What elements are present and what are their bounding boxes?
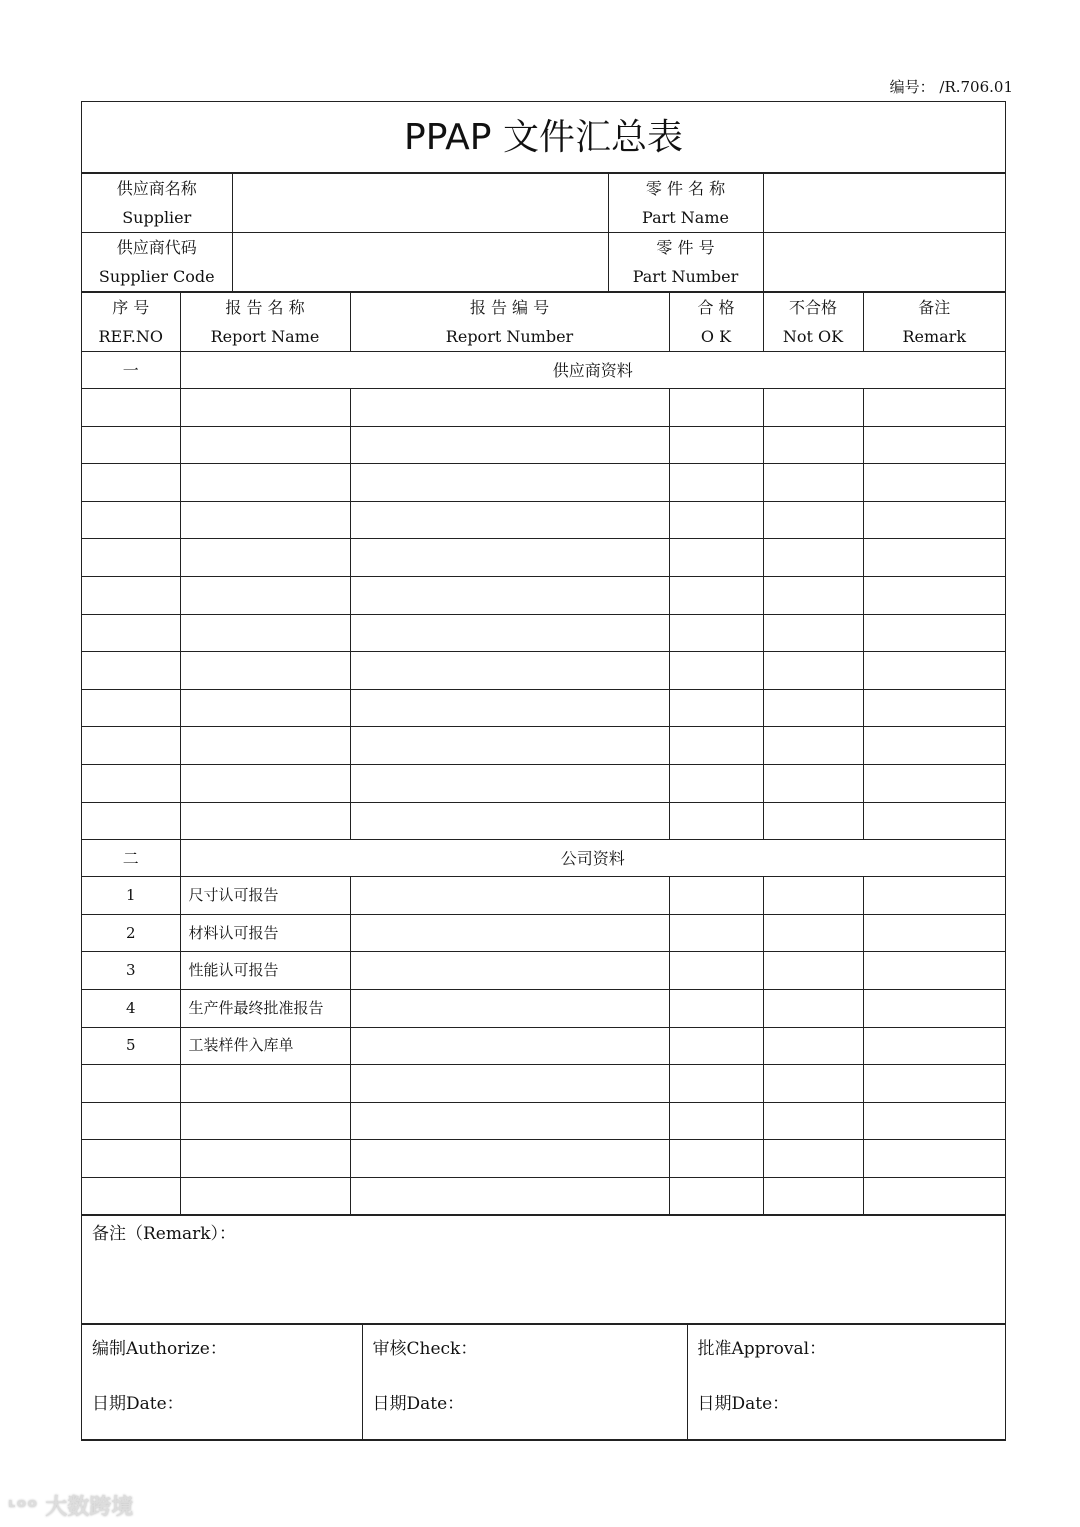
ref-no-cell[interactable]: [82, 1065, 180, 1103]
report-name-cell[interactable]: 材料认可报告: [180, 914, 350, 952]
ok-cell[interactable]: [669, 952, 763, 990]
remark-field[interactable]: [82, 1216, 1005, 1324]
ref-no-cell[interactable]: [82, 652, 180, 690]
report-number-cell[interactable]: [350, 989, 669, 1027]
report-number-cell[interactable]: [350, 764, 669, 802]
remark-cell[interactable]: [863, 501, 1005, 539]
report-number-cell[interactable]: [350, 1140, 669, 1178]
ok-cell[interactable]: [669, 539, 763, 577]
not-ok-cell[interactable]: [763, 539, 863, 577]
supplier-name-field[interactable]: [232, 174, 608, 233]
check-cell[interactable]: 审核Check： 日期Date：: [362, 1325, 687, 1440]
ref-no-cell[interactable]: [82, 1102, 180, 1140]
ok-cell[interactable]: [669, 689, 763, 727]
ref-no-cell[interactable]: 3: [82, 952, 180, 990]
ref-no-cell[interactable]: 2: [82, 914, 180, 952]
not-ok-cell[interactable]: [763, 1140, 863, 1178]
ok-cell[interactable]: [669, 652, 763, 690]
supplier-name-label: 供应商名称 Supplier: [82, 174, 232, 233]
ref-no-cell[interactable]: [82, 389, 180, 427]
header-ref-no: 序 号 REF.NO: [82, 293, 180, 352]
table-row: [82, 539, 1005, 577]
table-row: [82, 802, 1005, 840]
part-number-label: 零 件 号 Part Number: [608, 233, 763, 292]
title-band: [82, 102, 1005, 173]
ref-no-cell[interactable]: [82, 1177, 180, 1215]
part-name-label: 零 件 名 称 Part Name: [608, 174, 763, 233]
not-ok-cell[interactable]: [763, 652, 863, 690]
remark-cell[interactable]: [863, 1065, 1005, 1103]
header-ok: 合 格 O K: [669, 293, 763, 352]
not-ok-cell[interactable]: [763, 802, 863, 840]
ok-cell[interactable]: [669, 1177, 763, 1215]
ref-no-cell[interactable]: [82, 764, 180, 802]
report-name-cell[interactable]: [180, 802, 350, 840]
remark-cell[interactable]: [863, 614, 1005, 652]
report-number-cell[interactable]: [350, 1027, 669, 1065]
table-row: [82, 389, 1005, 427]
table-row: [82, 764, 1005, 802]
ref-no-cell[interactable]: [82, 464, 180, 502]
report-name-cell[interactable]: [180, 1140, 350, 1178]
table-row: [82, 1065, 1005, 1103]
ok-cell[interactable]: [669, 764, 763, 802]
report-name-cell[interactable]: [180, 727, 350, 765]
part-name-field[interactable]: [763, 174, 1005, 233]
report-number-cell[interactable]: [350, 877, 669, 915]
header-remark: 备注 Remark: [863, 293, 1005, 352]
report-name-cell[interactable]: [180, 501, 350, 539]
document-code: 编号： /R.706.01: [889, 78, 1013, 96]
ok-cell[interactable]: [669, 1140, 763, 1178]
remark-cell[interactable]: [863, 1102, 1005, 1140]
remark-cell[interactable]: [863, 389, 1005, 427]
ok-cell[interactable]: [669, 426, 763, 464]
report-name-cell[interactable]: [180, 576, 350, 614]
remark-cell[interactable]: [863, 877, 1005, 915]
remark-cell[interactable]: [863, 727, 1005, 765]
remark-cell[interactable]: [863, 764, 1005, 802]
ref-no-cell[interactable]: [82, 614, 180, 652]
ref-no-cell[interactable]: [82, 689, 180, 727]
table-row: [82, 652, 1005, 690]
report-number-cell[interactable]: [350, 1065, 669, 1103]
ref-no-cell[interactable]: [82, 426, 180, 464]
table-row: [82, 727, 1005, 765]
report-name-cell[interactable]: [180, 1102, 350, 1140]
ppap-form: [81, 101, 1006, 1441]
ref-no-cell[interactable]: 4: [82, 989, 180, 1027]
not-ok-cell[interactable]: [763, 501, 863, 539]
remark-cell[interactable]: [863, 1177, 1005, 1215]
not-ok-cell[interactable]: [763, 952, 863, 990]
remark-cell[interactable]: [863, 989, 1005, 1027]
ok-cell[interactable]: [669, 989, 763, 1027]
table-row: [82, 1027, 1005, 1065]
table-row: [82, 426, 1005, 464]
table-row: [82, 1102, 1005, 1140]
remark-cell[interactable]: [863, 539, 1005, 577]
section-supplier: [82, 352, 1005, 389]
not-ok-cell[interactable]: [763, 1027, 863, 1065]
report-number-cell[interactable]: [350, 802, 669, 840]
header-not-ok: 不合格 Not OK: [763, 293, 863, 352]
report-number-cell[interactable]: [350, 426, 669, 464]
authorize-cell[interactable]: 编制Authorize： 日期Date：: [82, 1325, 362, 1440]
ok-cell[interactable]: [669, 501, 763, 539]
table-row: [82, 614, 1005, 652]
ok-cell[interactable]: [669, 614, 763, 652]
report-name-cell[interactable]: [180, 1177, 350, 1215]
ref-no-cell[interactable]: [82, 802, 180, 840]
header-report-name: 报 告 名 称 Report Name: [180, 293, 350, 352]
report-name-cell[interactable]: [180, 652, 350, 690]
not-ok-cell[interactable]: [763, 1102, 863, 1140]
ref-no-cell[interactable]: 5: [82, 1027, 180, 1065]
not-ok-cell[interactable]: [763, 426, 863, 464]
remark-cell[interactable]: [863, 689, 1005, 727]
not-ok-cell[interactable]: [763, 877, 863, 915]
section-title: 公司资料: [180, 840, 1005, 877]
not-ok-cell[interactable]: [763, 727, 863, 765]
ref-no-cell[interactable]: [82, 1140, 180, 1178]
report-name-cell[interactable]: 工装样件入库单: [180, 1027, 350, 1065]
table-row: [82, 501, 1005, 539]
form-title: PPAP 文件汇总表: [82, 102, 1005, 173]
report-number-cell[interactable]: [350, 1102, 669, 1140]
not-ok-cell[interactable]: [763, 1177, 863, 1215]
remark-cell[interactable]: [863, 952, 1005, 990]
report-name-cell[interactable]: [180, 539, 350, 577]
report-number-cell[interactable]: [350, 389, 669, 427]
not-ok-cell[interactable]: [763, 689, 863, 727]
remark-cell[interactable]: [863, 802, 1005, 840]
report-name-cell[interactable]: [180, 464, 350, 502]
report-number-cell[interactable]: [350, 1177, 669, 1215]
ref-no-cell[interactable]: [82, 539, 180, 577]
remark-cell[interactable]: [863, 1140, 1005, 1178]
section-title: 供应商资料: [180, 352, 1005, 389]
table-row: [82, 952, 1005, 990]
remark-cell[interactable]: [863, 1027, 1005, 1065]
signature-band: [82, 1324, 1005, 1440]
ref-no-cell[interactable]: [82, 501, 180, 539]
table-row: [82, 576, 1005, 614]
ok-cell[interactable]: [669, 727, 763, 765]
table-row: [82, 914, 1005, 952]
report-number-cell[interactable]: [350, 614, 669, 652]
remark-cell[interactable]: [863, 652, 1005, 690]
report-number-cell[interactable]: [350, 914, 669, 952]
not-ok-cell[interactable]: [763, 1065, 863, 1103]
section-company: [82, 840, 1005, 877]
remark-cell[interactable]: [863, 914, 1005, 952]
report-name-cell[interactable]: [180, 764, 350, 802]
not-ok-cell[interactable]: [763, 576, 863, 614]
watermark-logo: ᶫᵒᵒ 大数跨境: [8, 1495, 134, 1520]
report-number-cell[interactable]: [350, 464, 669, 502]
section-number: 一: [82, 352, 180, 389]
ok-cell[interactable]: [669, 1027, 763, 1065]
info-band: [82, 173, 1005, 292]
report-number-cell[interactable]: [350, 727, 669, 765]
remark-band: [82, 1215, 1005, 1324]
ref-no-cell[interactable]: [82, 576, 180, 614]
ok-cell[interactable]: [669, 576, 763, 614]
report-number-cell[interactable]: [350, 576, 669, 614]
ref-no-cell[interactable]: [82, 727, 180, 765]
report-name-cell[interactable]: 性能认可报告: [180, 952, 350, 990]
not-ok-cell[interactable]: [763, 989, 863, 1027]
header-report-number: 报 告 编 号 Report Number: [350, 293, 669, 352]
report-name-cell[interactable]: [180, 614, 350, 652]
ok-cell[interactable]: [669, 464, 763, 502]
table-row: [82, 877, 1005, 915]
report-table: [82, 292, 1005, 1215]
remark-label: 备注（Remark）：: [92, 1224, 237, 1245]
remark-cell[interactable]: [863, 464, 1005, 502]
ok-cell[interactable]: [669, 802, 763, 840]
ref-no-cell[interactable]: 1: [82, 877, 180, 915]
ok-cell[interactable]: [669, 389, 763, 427]
report-number-cell[interactable]: [350, 539, 669, 577]
column-headers: [82, 293, 1005, 352]
supplier-code-label: 供应商代码 Supplier Code: [82, 233, 232, 292]
approval-cell[interactable]: 批准Approval： 日期Date：: [687, 1325, 1005, 1440]
not-ok-cell[interactable]: [763, 914, 863, 952]
report-name-cell[interactable]: [180, 1065, 350, 1103]
table-row: [82, 464, 1005, 502]
report-name-cell[interactable]: [180, 389, 350, 427]
supplier-code-field[interactable]: [232, 233, 608, 292]
report-name-cell[interactable]: [180, 426, 350, 464]
remark-cell[interactable]: [863, 426, 1005, 464]
part-number-field[interactable]: [763, 233, 1005, 292]
report-number-cell[interactable]: [350, 689, 669, 727]
not-ok-cell[interactable]: [763, 389, 863, 427]
report-name-cell[interactable]: 生产件最终批准报告: [180, 989, 350, 1027]
report-name-cell[interactable]: 尺寸认可报告: [180, 877, 350, 915]
table-row: [82, 689, 1005, 727]
ok-cell[interactable]: [669, 1102, 763, 1140]
table-row: [82, 1140, 1005, 1178]
not-ok-cell[interactable]: [763, 614, 863, 652]
remark-cell[interactable]: [863, 576, 1005, 614]
report-number-cell[interactable]: [350, 652, 669, 690]
report-number-cell[interactable]: [350, 501, 669, 539]
table-row: [82, 1177, 1005, 1215]
not-ok-cell[interactable]: [763, 764, 863, 802]
table-row: [82, 989, 1005, 1027]
ok-cell[interactable]: [669, 877, 763, 915]
ok-cell[interactable]: [669, 1065, 763, 1103]
not-ok-cell[interactable]: [763, 464, 863, 502]
report-name-cell[interactable]: [180, 689, 350, 727]
report-number-cell[interactable]: [350, 952, 669, 990]
section-number: 二: [82, 840, 180, 877]
ok-cell[interactable]: [669, 914, 763, 952]
